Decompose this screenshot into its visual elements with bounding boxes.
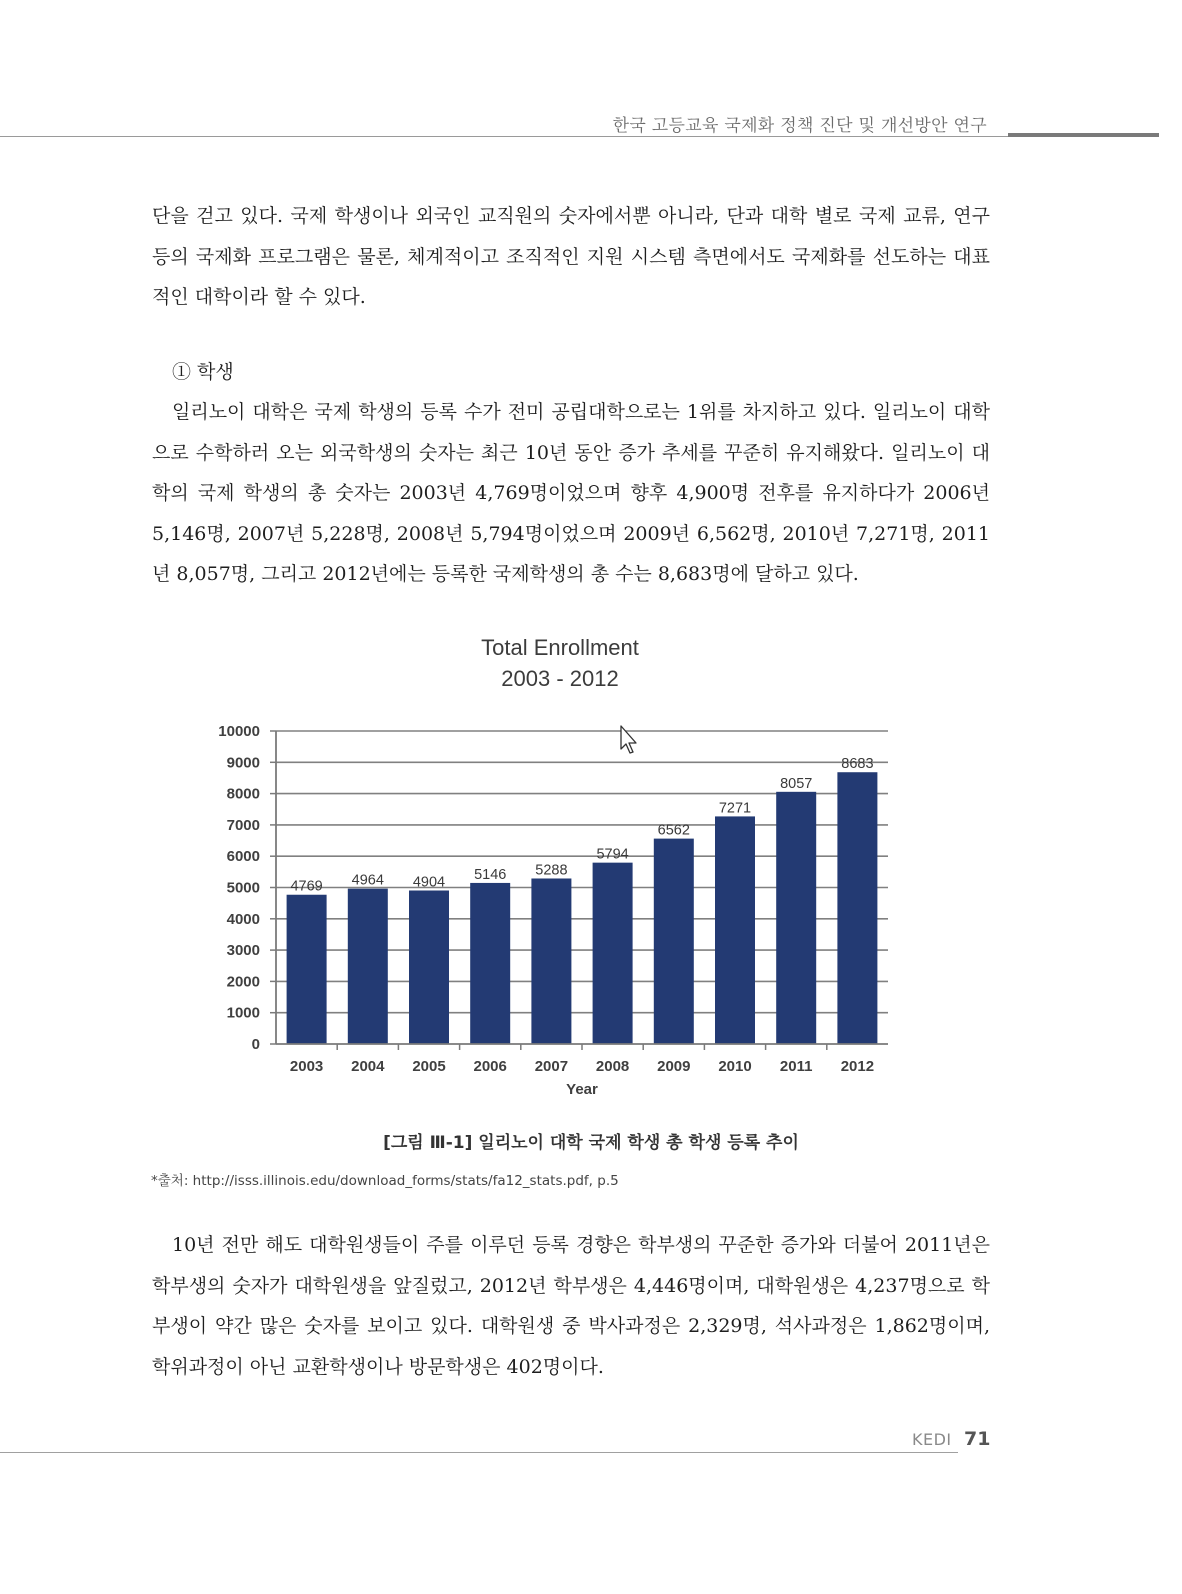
enrollment-chart-svg [190, 625, 910, 1105]
y-tick-label: 3000 [226, 942, 260, 960]
running-header-title: 한국 고등교육 국제화 정책 진단 및 개선방안 연구 [612, 116, 987, 136]
y-tick-label: 5000 [226, 879, 260, 897]
bar-2003 [287, 895, 327, 1044]
bar-value-label: 5288 [535, 862, 568, 879]
bar-value-label: 4904 [412, 874, 446, 891]
y-tick-label: 0 [251, 1036, 260, 1053]
bar-2005 [409, 891, 449, 1044]
body-paragraph-1: 단을 걷고 있다. 국제 학생이나 외국인 교직원의 숫자에서뿐 아니라, 단과 대학 별로 국제 교류, 연구 등의 국제화 프로그램은 물론, 체계적이고 조직적인 지원 시스템 측면에서도 국제화를 선도하는 대표적인 대학이라 할 수 있다. [152, 205, 990, 308]
footer-org-label: KEDI [912, 1430, 952, 1449]
x-tick-label: 2008 [595, 1058, 630, 1075]
bar-value-label: 5146 [474, 866, 507, 883]
body-paragraph-3: 10년 전만 해도 대학원생들이 주를 이루던 등록 경향은 학부생의 꾸준한 증가와 더불어 2011년은 학부생의 숫자가 대학원생을 앞질렀고, 2012년 학부생은 4,446명이며, 대학원생은 4,237명으로 학부생이 약간 많은 숫자를 보이고 있다. 대학원생 중 박사과정은 2,329명, 석사과정은 1,862명이며, 학위과정이 아닌 교환학생이나 방문학생은 402명이다. [152, 1234, 990, 1378]
chart-x-axis-label: Year [566, 1081, 598, 1098]
page-number: 71 [964, 1428, 991, 1450]
x-tick-label: 2012 [840, 1058, 875, 1075]
bar-value-label: 4769 [290, 878, 323, 895]
bar-2006 [470, 883, 510, 1044]
x-tick-label: 2009 [657, 1058, 691, 1075]
figure-caption: [그림 Ⅲ-1] 일리노이 대학 국제 학생 총 학생 등록 추이 [383, 1133, 799, 1153]
bar-2008 [593, 863, 633, 1044]
y-tick-label: 9000 [226, 754, 260, 772]
x-tick-label: 2005 [412, 1058, 446, 1075]
header-rule [0, 136, 1008, 137]
mouse-cursor-icon [621, 726, 636, 753]
footer-rule [0, 1452, 958, 1453]
y-tick-label: 7000 [226, 816, 260, 834]
chart-bars [287, 772, 878, 1044]
y-tick-label: 8000 [226, 785, 260, 803]
bar-value-label: 5794 [596, 846, 629, 863]
y-tick-label: 4000 [226, 910, 260, 928]
chart-title: Total Enrollment [481, 635, 639, 660]
x-tick-label: 2003 [289, 1058, 324, 1075]
figure-source: *출처: http://isss.illinois.edu/download_forms/stats/fa12_stats.pdf, p.5 [151, 1173, 619, 1189]
x-tick-label: 2007 [534, 1058, 569, 1075]
x-tick-label: 2011 [779, 1058, 813, 1075]
bar-value-label: 4964 [351, 872, 384, 889]
bar-value-label: 8057 [780, 775, 813, 792]
header-accent-bar [1008, 133, 1159, 137]
enrollment-chart [190, 625, 910, 1110]
bar-value-label: 7271 [718, 800, 752, 817]
bar-2004 [348, 889, 388, 1044]
y-tick-label: 1000 [226, 1004, 260, 1022]
bar-value-label: 6562 [657, 822, 690, 839]
bar-2009 [654, 839, 694, 1044]
bar-2010 [715, 816, 755, 1044]
body-paragraph-2: 일리노이 대학은 국제 학생의 등록 수가 전미 공립대학으로는 1위를 차지하고 있다. 일리노이 대학으로 수학하러 오는 외국학생의 숫자는 최근 10년 동안 증가 추세를 꾸준히 유지해왔다. 일리노이 대학의 국제 학생의 총 숫자는 2003년 4,769명이었으며 향후 4,900명 전후를 유지하다가 2006년 5,146명, 2007년 5,228명, 2008년 5,794명이었으며 2009년 6,562명, 2010년 7,271명, 2011년 8,057명, 그리고 2012년에는 등록한 국제학생의 총 수는 8,683명에 달하고 있다. [152, 401, 990, 585]
x-tick-label: 2004 [351, 1058, 385, 1075]
bar-2011 [776, 792, 816, 1044]
x-tick-label: 2010 [718, 1058, 752, 1075]
chart-subtitle: 2003 - 2012 [501, 666, 619, 691]
y-tick-label: 10000 [218, 723, 260, 740]
y-tick-label: 6000 [226, 848, 260, 866]
y-tick-label: 2000 [226, 973, 260, 991]
x-tick-label: 2006 [473, 1058, 507, 1075]
bar-2012 [837, 772, 877, 1044]
bar-value-label: 8683 [841, 756, 874, 773]
section-heading-students: ① 학생 [172, 361, 234, 383]
bar-2007 [531, 878, 571, 1044]
